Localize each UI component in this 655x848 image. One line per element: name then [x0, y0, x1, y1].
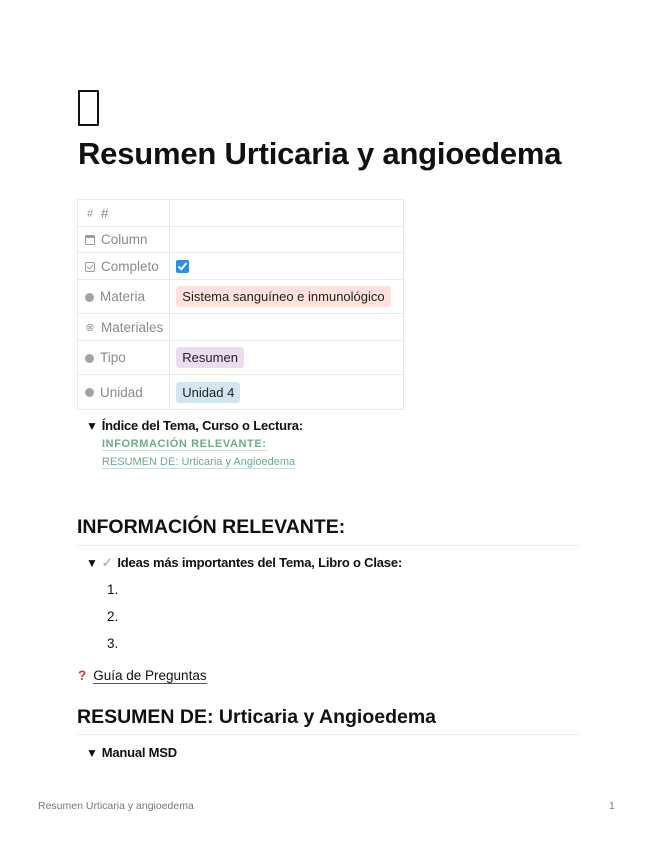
property-value-tipo[interactable]: [170, 341, 404, 375]
property-name: #: [101, 205, 109, 221]
property-name-cell: [78, 375, 170, 410]
ideas-toggle[interactable]: [86, 555, 402, 571]
property-value-completo: [170, 253, 404, 280]
list-item[interactable]: 1.: [107, 582, 119, 597]
property-row: [78, 375, 404, 410]
toggle-triangle-icon[interactable]: ▼: [86, 556, 98, 570]
property-row: [78, 314, 404, 341]
toc-link-informacion[interactable]: INFORMACIÓN RELEVANTE:: [102, 438, 267, 450]
checkbox-icon: [85, 262, 95, 272]
property-name-cell: [78, 253, 170, 280]
questions-guide-line: [78, 668, 207, 683]
properties-table: [77, 199, 404, 410]
divider: [77, 545, 579, 546]
toc-toggle[interactable]: [86, 418, 303, 433]
property-name-cell: [78, 200, 170, 227]
toc-toggle-label: Índice del Tema, Curso o Lectura:: [101, 418, 303, 433]
toggle-triangle-icon[interactable]: ▼: [86, 746, 98, 760]
ideas-toggle-label: Ideas más importantes del Tema, Libro o Clase:: [117, 555, 402, 570]
property-row: [78, 227, 404, 253]
divider: [77, 734, 579, 735]
footer-page-number: 1: [609, 800, 615, 812]
property-name: Materia: [100, 289, 146, 304]
manual-msd-toggle-label: Manual MSD: [101, 745, 177, 760]
property-name-cell: [78, 314, 170, 341]
hash-icon: #: [86, 207, 94, 220]
toc-link-resumen[interactable]: RESUMEN DE: Urticaria y Angioedema: [102, 456, 296, 468]
list-item[interactable]: 2.: [107, 609, 119, 624]
property-value-number[interactable]: [170, 200, 404, 227]
toggle-triangle-icon[interactable]: ▼: [86, 419, 98, 433]
property-value-materiales[interactable]: [170, 314, 404, 341]
relation-icon: ⊗: [85, 322, 95, 335]
property-name: Completo: [101, 258, 159, 274]
select-icon: [85, 354, 94, 363]
question-mark-icon: ?: [78, 668, 87, 683]
property-row: [78, 200, 404, 227]
property-value-materia[interactable]: [170, 280, 404, 314]
property-value-unidad[interactable]: [170, 375, 404, 410]
property-value-column[interactable]: [170, 227, 404, 253]
list-item[interactable]: 3.: [107, 636, 119, 651]
property-row: [78, 253, 404, 280]
completo-checkbox[interactable]: [176, 260, 189, 273]
property-name: Unidad: [100, 384, 143, 400]
footer-title: Resumen Urticaria y angioedema: [38, 800, 194, 812]
property-row: [78, 280, 404, 314]
property-row: [78, 341, 404, 375]
unidad-tag: Unidad 4: [176, 382, 240, 403]
property-name-cell: [78, 227, 170, 253]
select-icon: [85, 388, 94, 397]
property-name: Column: [101, 232, 148, 247]
section-heading-resumen: RESUMEN DE: Urticaria y Angioedema: [77, 706, 437, 728]
property-name: Tipo: [100, 350, 126, 365]
property-name-cell: [78, 280, 170, 314]
section-heading-informacion: INFORMACIÓN RELEVANTE:: [77, 516, 346, 538]
property-name: Materiales: [101, 319, 164, 335]
checkmark-icon: ✓: [101, 555, 113, 570]
property-name-cell: [78, 341, 170, 375]
page-title: Resumen Urticaria y angioedema: [78, 136, 562, 171]
manual-msd-toggle[interactable]: [86, 745, 177, 760]
materia-tag: Sistema sanguíneo e inmunológico: [176, 286, 390, 307]
tipo-tag: Resumen: [176, 347, 244, 368]
missing-glyph-icon: [78, 90, 99, 126]
select-icon: [85, 293, 94, 302]
calendar-icon: [85, 235, 95, 245]
questions-guide-link[interactable]: Guía de Preguntas: [93, 668, 207, 683]
